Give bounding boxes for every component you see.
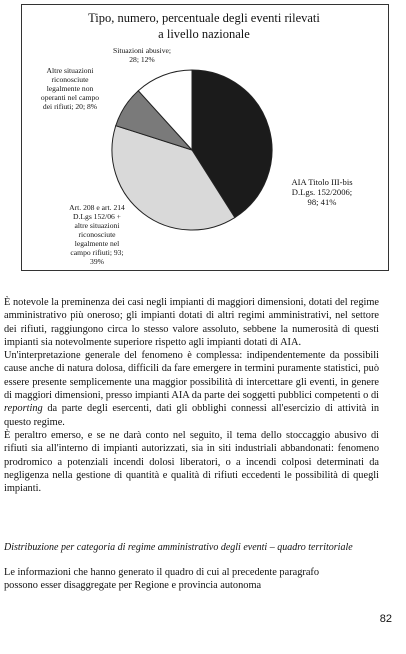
reporting-emphasis: reporting bbox=[4, 403, 43, 415]
slice-label-1: Art. 208 e art. 214 D.Lgs 152/06 + altre situazioni riconosciute legalmente nel campo rifiuti; 93; 39% bbox=[69, 203, 125, 266]
pie-chart bbox=[22, 5, 388, 270]
closing-paragraph: Le informazioni che hanno generato il quadro di cui al precedente paragrafo possono esser disaggregate per Regione e provincia autonoma bbox=[4, 567, 320, 592]
page-number: 82 bbox=[379, 613, 392, 625]
slice-label-0: AIA Titolo III-bis D.Lgs. 152/2006; 98; 41% bbox=[291, 177, 353, 207]
paragraph-3: È peraltro emerso, e se ne darà conto nel seguito, il tema dello stoccaggio abusivo di rifiuti sia all'interno di impianti autorizzati, sia in siti industriali abbandonati: fenomeno prodromico a potenziali incendi dolosi liberatori, o a incendi colposi determinati da negligenza nella gestione di quantità e qualità di rifiuti eccedenti le possibilità di quegli impianti. bbox=[4, 429, 379, 495]
slice-label-2: Altre situazioni riconosciute legalmente non operanti nel campo dei rifiuti; 20; 8% bbox=[40, 66, 100, 111]
chart-title-line2: a livello nazionale bbox=[158, 27, 250, 41]
body-text bbox=[4, 296, 379, 495]
paragraph-1: È notevole la preminenza dei casi negli impianti di maggiori dimensioni, dotati del regime amministrativo più oneroso; gli impianti dotati di altri regimi amministrativi, nel settore dei rifiuti, raggiungono circa lo stesso valore assoluto, sebbene la numerosità di questi impianti sia notevolmente superiore rispetto agli impianti dotati di AIA. bbox=[4, 297, 379, 348]
chart-figure bbox=[21, 4, 389, 271]
chart-title-line1: Tipo, numero, percentuale degli eventi rilevati bbox=[88, 11, 320, 25]
paragraph-2: Un'interpretazione generale del fenomeno è complessa: indipendentemente da possibili cause anche di natura dolosa, difficili da fare emergere in termini puramente statistici, può essere presente semplicemente una maggior possibilità di intercettare gli eventi, in genere di maggiori dimensioni, presso impianti AIA da parte dei soggetti pubblici competenti o di reporting da parte degli esercenti, dati gli obblighi connessi all'esercizio di attività in questo regime. bbox=[4, 350, 379, 428]
slice-label-3: Situazioni abusive; 28; 12% bbox=[113, 46, 171, 64]
section-caption: Distribuzione per categoria di regime amministrativo degli eventi – quadro territoriale bbox=[4, 542, 353, 553]
